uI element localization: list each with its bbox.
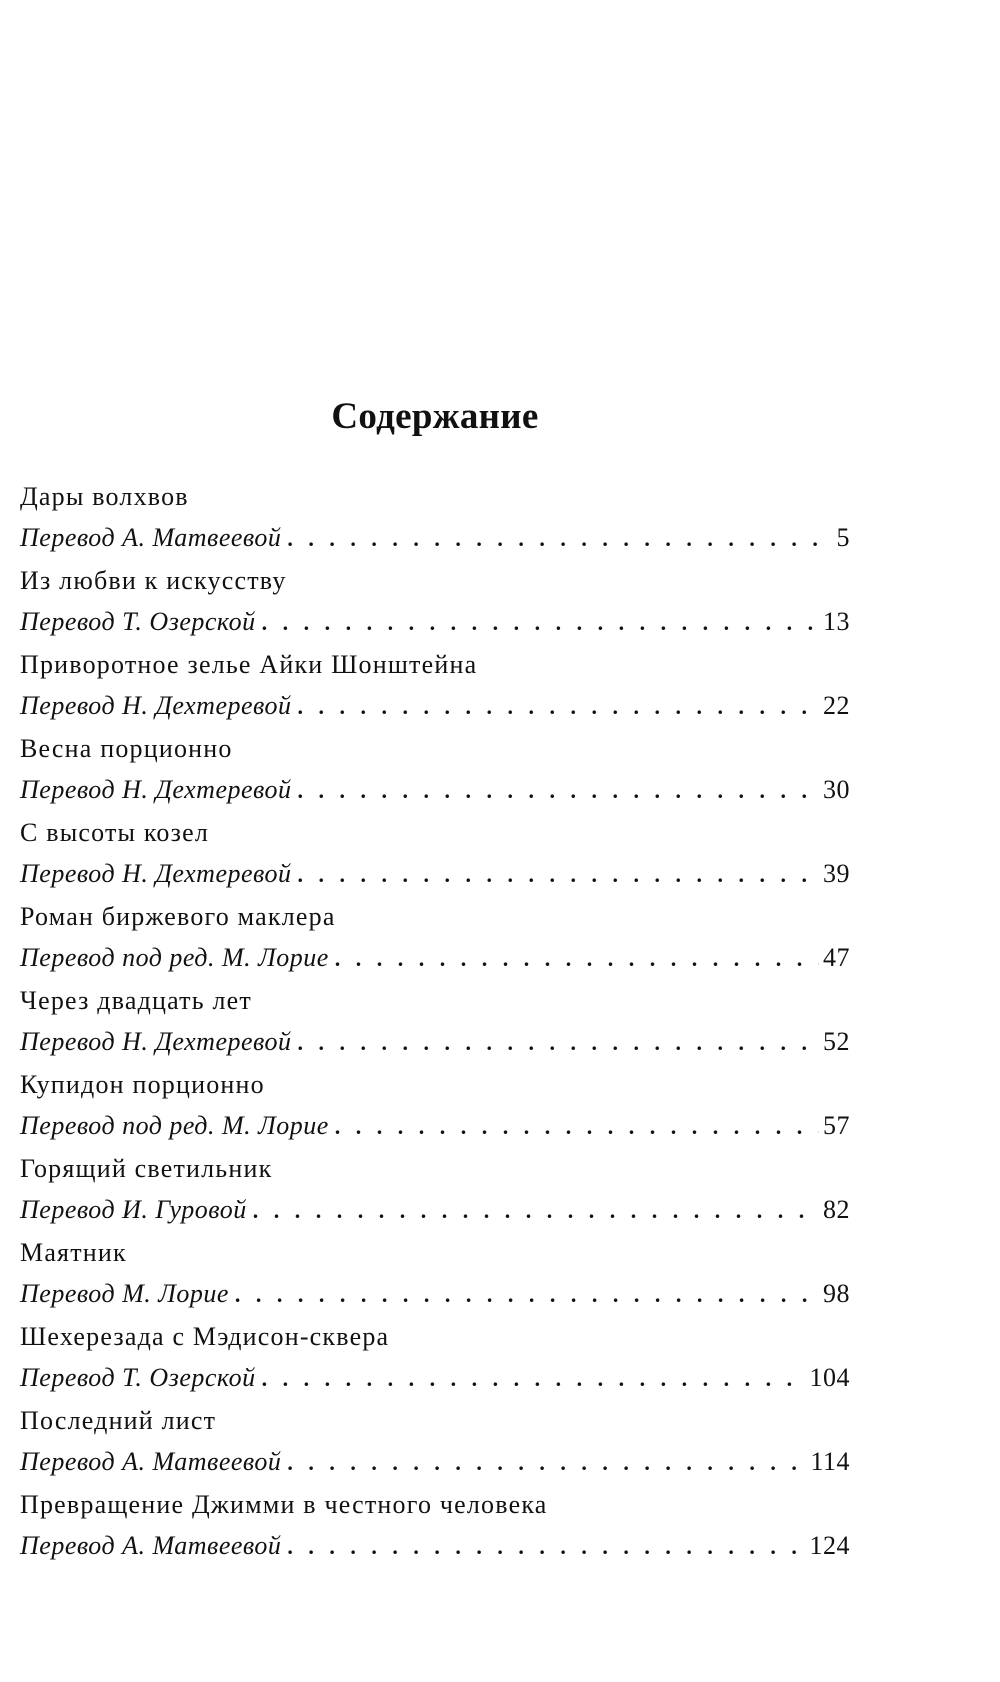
toc-entry [20, 816, 850, 900]
toc-entry [20, 1320, 850, 1404]
translator-line [20, 1276, 850, 1312]
dot-leader [287, 1529, 805, 1565]
dot-leader [235, 1277, 819, 1313]
translator-line [20, 1108, 850, 1144]
toc-entry [20, 732, 850, 816]
story-title: Роман биржевого маклера [20, 902, 336, 931]
toc-entry [20, 1488, 850, 1572]
dot-leader [287, 1445, 806, 1481]
page-number: 5 [836, 523, 850, 552]
dot-leader [287, 521, 832, 557]
story-title: Из любви к искусству [20, 566, 287, 595]
toc-entry [20, 648, 850, 732]
page-number: 47 [823, 943, 850, 972]
toc-entry [20, 984, 850, 1068]
translator-line [20, 856, 850, 892]
story-title: С высоты козел [20, 818, 210, 847]
translator-credit: Перевод под ред. М. Лорие [20, 1111, 329, 1140]
translator-credit: Перевод И. Гуровой [20, 1195, 247, 1224]
dot-leader [253, 1193, 819, 1229]
translator-line [20, 940, 850, 976]
story-title: Весна порционно [20, 734, 233, 763]
toc-entry [20, 480, 850, 564]
translator-credit: Перевод А. Матвеевой [20, 1531, 282, 1560]
page-number: 13 [823, 607, 850, 636]
page-number: 30 [823, 775, 850, 804]
translator-credit: Перевод Т. Озерской [20, 607, 256, 636]
dot-leader [297, 773, 819, 809]
translator-line [20, 520, 850, 556]
story-title: Горящий светильник [20, 1154, 273, 1183]
translator-credit: Перевод М. Лорие [20, 1279, 229, 1308]
story-title: Купидон порционно [20, 1070, 265, 1099]
translator-credit: Перевод под ред. М. Лорие [20, 943, 329, 972]
story-title: Последний лист [20, 1406, 217, 1435]
page-number: 114 [810, 1447, 850, 1476]
story-title: Через двадцать лет [20, 986, 252, 1015]
translator-credit: Перевод Т. Озерской [20, 1363, 256, 1392]
page-number: 39 [823, 859, 850, 888]
table-of-contents [20, 480, 850, 1572]
translator-line [20, 1192, 850, 1228]
dot-leader [297, 1025, 819, 1061]
toc-entry [20, 1152, 850, 1236]
translator-line [20, 1024, 850, 1060]
dot-leader [297, 857, 819, 893]
toc-entry [20, 1068, 850, 1152]
page-title: Содержание [331, 396, 539, 437]
translator-credit: Перевод Н. Дехтеревой [20, 1027, 292, 1056]
page-number: 82 [823, 1195, 850, 1224]
translator-credit: Перевод А. Матвеевой [20, 1447, 282, 1476]
translator-line [20, 1360, 850, 1396]
story-title: Маятник [20, 1238, 127, 1267]
page-number: 57 [823, 1111, 850, 1140]
toc-entry [20, 1404, 850, 1488]
translator-credit: Перевод Н. Дехтеревой [20, 859, 292, 888]
dot-leader [335, 941, 819, 977]
page-number: 104 [809, 1363, 850, 1392]
page-number: 22 [823, 691, 850, 720]
dot-leader [262, 605, 819, 641]
translator-credit: Перевод А. Матвеевой [20, 523, 282, 552]
toc-entry [20, 1236, 850, 1320]
toc-entry [20, 900, 850, 984]
dot-leader [335, 1109, 819, 1145]
story-title: Приворотное зелье Айки Шонштейна [20, 650, 478, 679]
story-title: Превращение Джимми в честного человека [20, 1490, 548, 1519]
story-title: Шехерезада с Мэдисон-сквера [20, 1322, 390, 1351]
translator-credit: Перевод Н. Дехтеревой [20, 691, 292, 720]
translator-line [20, 688, 850, 724]
translator-line [20, 1444, 850, 1480]
dot-leader [262, 1361, 806, 1397]
dot-leader [297, 689, 819, 725]
translator-line [20, 1528, 850, 1564]
page-number: 52 [823, 1027, 850, 1056]
page-number: 124 [809, 1531, 850, 1560]
page-number: 98 [823, 1279, 850, 1308]
toc-entry [20, 564, 850, 648]
translator-line [20, 604, 850, 640]
story-title: Дары волхвов [20, 482, 189, 511]
translator-line [20, 772, 850, 808]
translator-credit: Перевод Н. Дехтеревой [20, 775, 292, 804]
